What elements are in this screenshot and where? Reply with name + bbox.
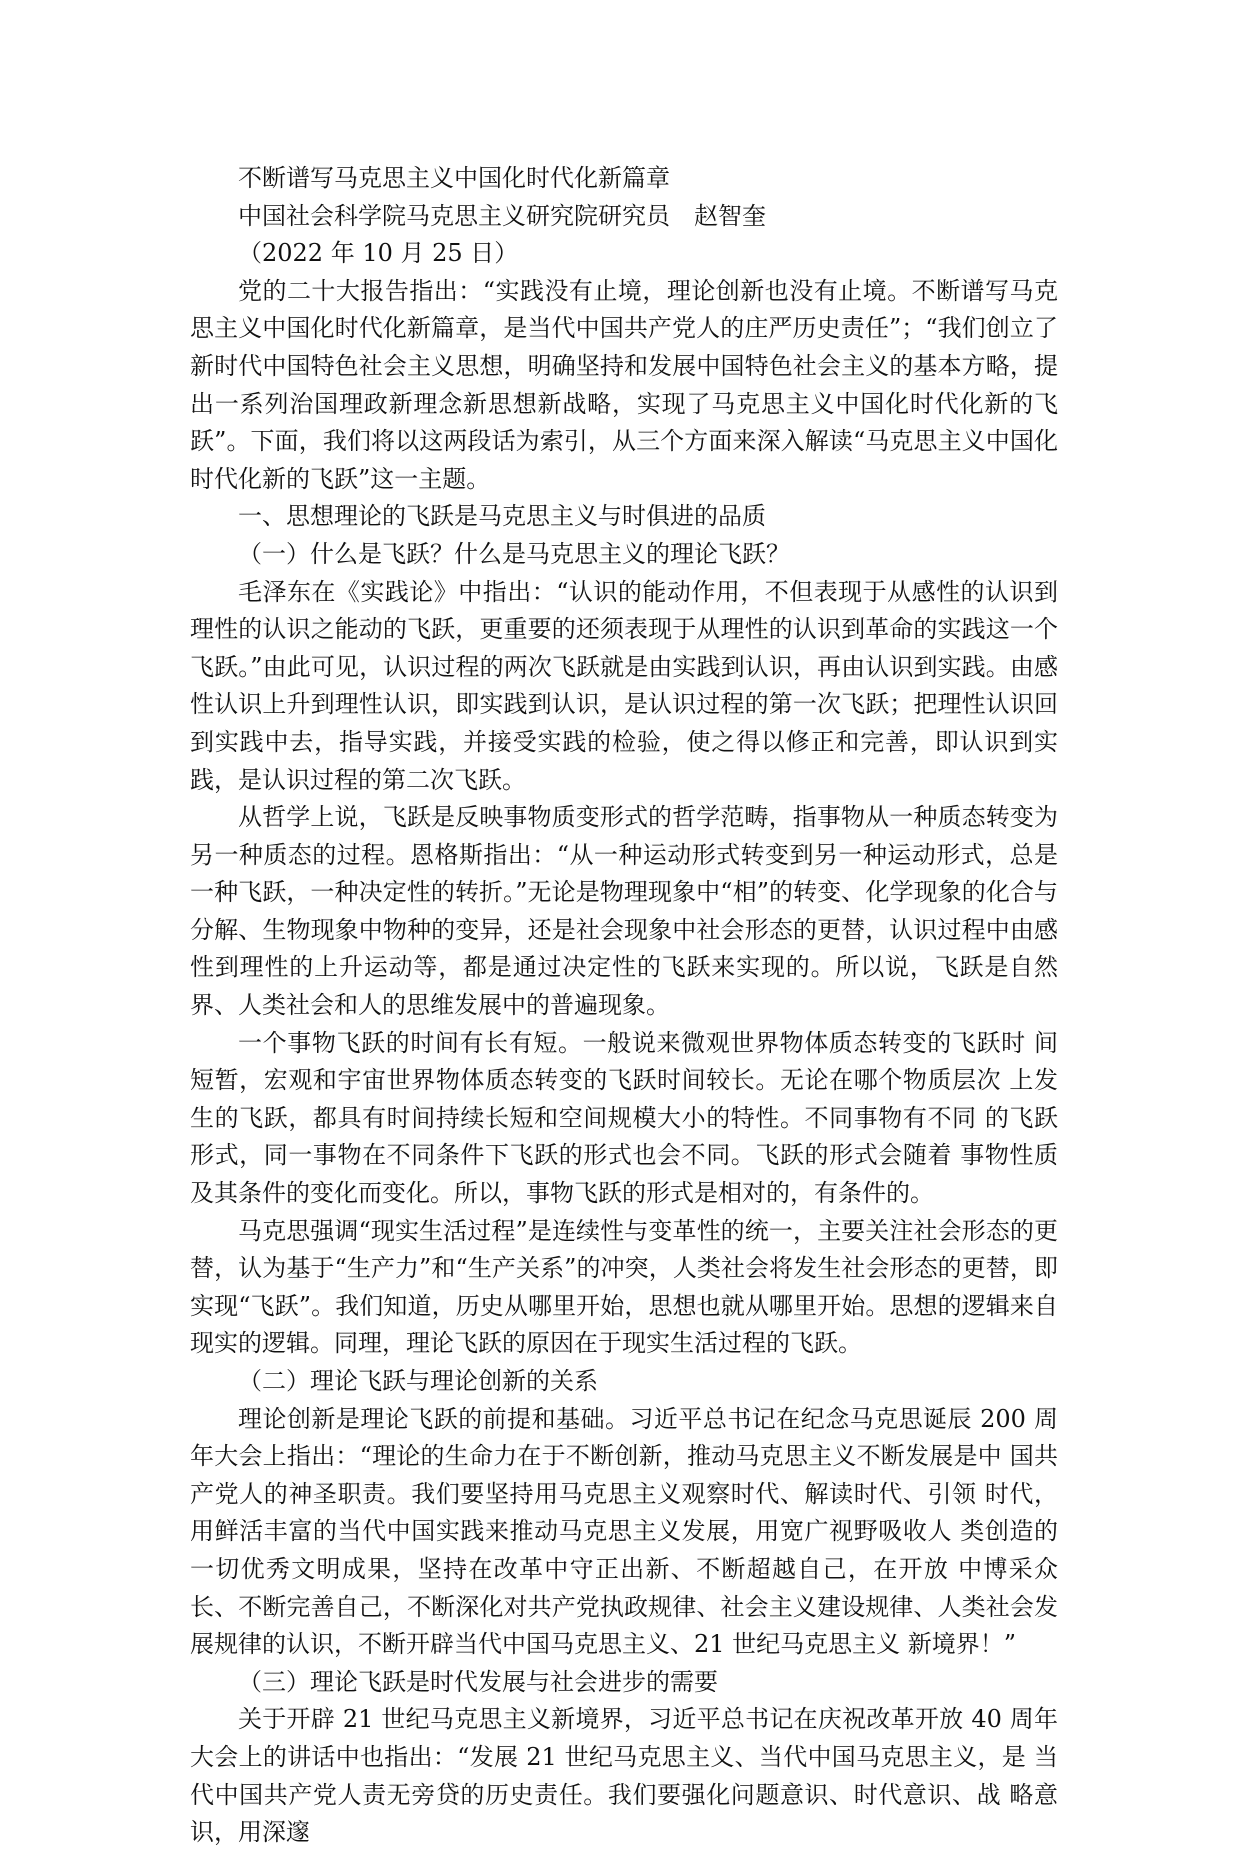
subsection-heading: （三）理论飞跃是时代发展与社会进步的需要 <box>238 1667 718 1696</box>
document-date: （2022 年 10 月 25 日） <box>238 239 519 268</box>
subsection-heading: （一）什么是飞跃？什么是马克思主义的理论飞跃？ <box>238 539 790 568</box>
body-paragraph: 从哲学上说，飞跃是反映事物质变形式的哲学范畴，指事物从一种质态转变为另一种质态的过程。恩格斯指出：“从一种运动形式转变到另一种运动形式，总是一种飞跃，一种决定性的转折。”无论是物理现象中“相”的转变、化学现象的化合与分解、生物现象中物种的变异，还是社会现象中社会形态的更替，认识过程中由感性到理性的上升运动等，都是通过决定性的飞跃来实现的。所以说，飞跃是自然界、人类社会和人的思维发展中的普遍现象。 <box>190 803 1058 1020</box>
document-title: 不断谱写马克思主义中国化时代化新篇章 <box>238 164 670 192</box>
body-paragraph: 理论创新是理论飞跃的前提和基础。习近平总书记在纪念马克思诞辰 200 周年大会上指出：“理论的生命力在于不断创新，推动马克思主义不断发展是中 国共产党人的神圣职责。我们要坚持用马克思主义观察时代、解读时代、引领 时代，用鲜活丰富的当代中国实践来推动马克思主义发展，用宽广视野吸收人 类创造的一切优秀文明成果，坚持在改革中守正出新、不断超越自己，在开放 中博采众长、不断完善自己，不断深化对共产党执政规律、社会主义建设规律、人类社会发展规律的认识，不断开辟当代中国马克思主义、21 世纪马克思主义 新境界！” <box>190 1404 1058 1659</box>
document-author: 中国社会科学院马克思主义研究院研究员 赵智奎 <box>238 201 766 230</box>
body-paragraph: 关于开辟 21 世纪马克思主义新境界，习近平总书记在庆祝改革开放 40 周年 大会上的讲话中也指出：“发展 21 世纪马克思主义、当代中国马克思主义，是 当代中国共产党人责无旁贷的历史责任。我们要强化问题意识、时代意识、战 略意识，用深邃 <box>190 1705 1058 1847</box>
section-heading: 一、思想理论的飞跃是马克思主义与时俱进的品质 <box>238 502 766 531</box>
body-paragraph: 一个事物飞跃的时间有长有短。一般说来微观世界物体质态转变的飞跃时 间短暂，宏观和宇宙世界物体质态转变的飞跃时间较长。无论在哪个物质层次 上发生的飞跃，都具有时间持续长短和空间规模大小的特性。不同事物有不同 的飞跃形式，同一事物在不同条件下飞跃的形式也会不同。飞跃的形式会随着 事物性质及其条件的变化而变化。所以，事物飞跃的形式是相对的，有条件的。 <box>190 1028 1058 1208</box>
body-paragraph: 党的二十大报告指出：“实践没有止境，理论创新也没有止境。不断谱写马克思主义中国化时代化新篇章，是当代中国共产党人的庄严历史责任”；“我们创立了新时代中国特色社会主义思想，明确坚持和发展中国特色社会主义的基本方略，提出一系列治国理政新理念新思想新战略，实现了马克思主义中国化时代化新的飞跃”。下面，我们将以这两段话为索引，从三个方面来深入解读“马克思主义中国化时代化新的飞跃”这一主题。 <box>190 276 1058 493</box>
body-paragraph: 马克思强调“现实生活过程”是连续性与变革性的统一，主要关注社会形态的更替，认为基于“生产力”和“生产关系”的冲突，人类社会将发生社会形态的更替，即实现“飞跃”。我们知道，历史从哪里开始，思想也就从哪里开始。思想的逻辑来自现实的逻辑。同理，理论飞跃的原因在于现实生活过程的飞跃。 <box>190 1216 1058 1358</box>
document-body <box>190 160 1058 1852</box>
body-paragraph: 毛泽东在《实践论》中指出：“认识的能动作用，不但表现于从感性的认识到理性的认识之能动的飞跃，更重要的还须表现于从理性的认识到革命的实践这一个飞跃。”由此可见，认识过程的两次飞跃就是由实践到认识，再由认识到实践。由感性认识上升到理性认识，即实践到认识，是认识过程的第一次飞跃；把理性认识回到实践中去，指导实践，并接受实践的检验，使之得以修正和完善，即认识到实践，是认识过程的第二次飞跃。 <box>190 577 1058 794</box>
subsection-heading: （二）理论飞跃与理论创新的关系 <box>238 1367 598 1395</box>
